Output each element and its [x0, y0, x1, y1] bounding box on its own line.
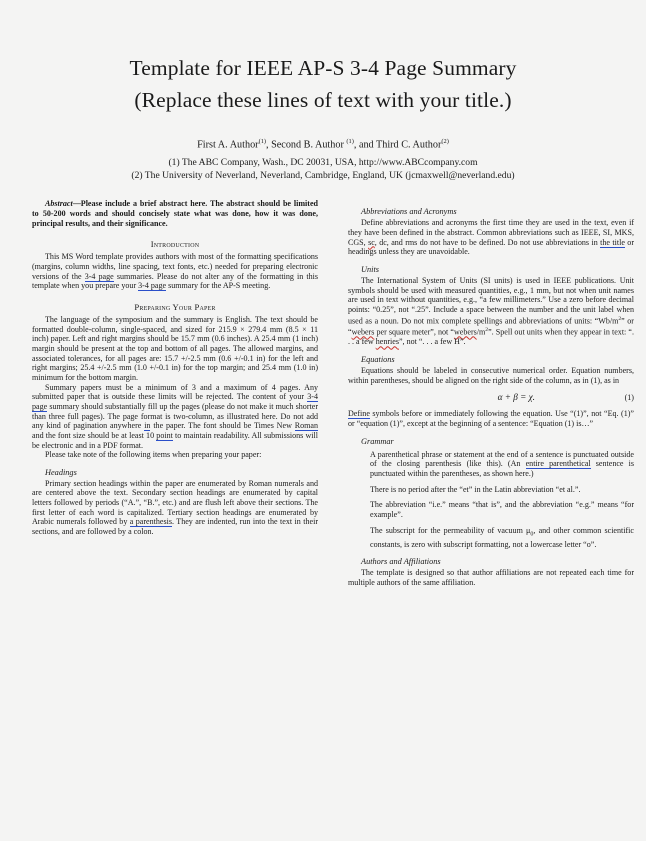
- grammar-error-entire-parenthetical: entire parenthetical: [525, 459, 591, 469]
- equation-number: (1): [624, 393, 634, 403]
- grammar-error-define: Define: [348, 409, 370, 419]
- intro-text-a: This MS Word template provides authors with most of the formatting specifications (margins, column widths, line spacing, text fonts, etc.) needed for preparing electronic versions of the: [32, 252, 318, 281]
- author-1-name: First A. Author: [197, 139, 259, 151]
- equation-row: [348, 392, 634, 402]
- units-text-d: /m: [476, 327, 486, 337]
- affiliation-line-2: (2) The University of Neverland, Neverland, Cambridge, England, UK (jcmaxwell@neverland.edu): [131, 170, 515, 182]
- subheading-grammar: Grammar: [361, 436, 394, 446]
- headings-paragraph: [32, 479, 318, 537]
- abbrev-text-c: or headings unless they are unavoidable.: [348, 237, 634, 257]
- author-2-affiliation-marker: (1): [346, 138, 354, 145]
- subheading-headings: Headings: [45, 467, 77, 477]
- preparing-paragraph-3: Please take note of the following items when preparing your paper:: [45, 450, 262, 460]
- right-column: [348, 199, 634, 587]
- grammar-item-4-text-a: The subscript for the permeability of vacuum μ: [370, 525, 531, 535]
- intro-text-c: summary for the AP-S meeting.: [166, 281, 271, 291]
- grammar-error-3-4-page-2: 3-4 page: [138, 281, 167, 291]
- subheading-units: Units: [361, 265, 379, 275]
- preparing-text-a: Summary papers must be a minimum of 3 and a maximum of 4 pages. Any submitted paper that is outside these limits will be rejected. The content of your: [32, 382, 318, 402]
- equations-paragraph-1: Equations should be labeled in consecutive numerical order. Equation numbers, within parentheses, should be aligned on the right side of the column, as in (1), as in: [348, 365, 634, 385]
- abbrev-text-b: , dc, and rms do not have to be defined. Do not use abbreviations in: [374, 237, 601, 247]
- introduction-paragraph: [32, 252, 318, 291]
- units-text-f: ”, not “. . . a few H”.: [398, 337, 466, 347]
- units-text-a: The International System of Units (SI units) is used in IEEE publications. Unit symbols should be used with measured quantities, e.g., 1 mm, but not when unit names are used in text without quantities, e.g., “a few millimeters.” Use a zero before decimal points: “0.25”, not “.25”. Include a space between the number and the unit label when used as a noun. Do not mix complete spellings and abbreviations of units: “Wb/m: [348, 276, 634, 326]
- equations-text-a: symbols before or immediately following the equation. Use “(1)”, not “Eq. (1)” or “equation (1)”, except at the beginning of a sentence: “Equation (1) is…”: [348, 409, 634, 428]
- grammar-error-3-4-page-3: 3-4 page: [32, 392, 318, 411]
- page-title-line-2: (Replace these lines of text with your title.): [134, 88, 512, 112]
- units-superscript-1: 2: [618, 315, 622, 322]
- preparing-text-d: and the font size should be at least 10: [32, 430, 157, 440]
- grammar-error-a-parenthesis: a parenthesis: [129, 517, 172, 527]
- grammar-item-4-text-b: , and other common scientific constants, is zero with subscript formatting, not a lowercase letter “o”.: [370, 525, 634, 549]
- spelling-error-henries: henries: [375, 337, 399, 347]
- headings-text-b: . They are indented, run into the text in their sections, and are followed by a colon.: [32, 517, 318, 537]
- subheading-equations: Equations: [361, 354, 395, 364]
- equations-paragraph-2: [348, 409, 634, 428]
- grammar-error-3-4-page-1: 3-4 page: [84, 271, 114, 281]
- spelling-error-webers-1: webers: [351, 327, 375, 337]
- preparing-text-e: to maintain readability. All submissions will be electronic and in a PDF format.: [32, 430, 319, 450]
- author-separator-1: ,: [266, 139, 272, 151]
- affiliation-line-1: (1) The ABC Company, Wash., DC 20031, USA, http://www.ABCcompany.com: [168, 157, 478, 169]
- left-column: [32, 199, 318, 536]
- title-block: [32, 0, 614, 182]
- units-text-e: ”. Spell out units when they appear in text: “. . . a few: [348, 327, 634, 347]
- grammar-item-1-text-a: A parenthetical phrase or statement at the end of a sentence is punctuated outside of the closing parenthesis (like this). (An: [370, 449, 634, 469]
- page-title-line-1: Template for IEEE AP-S 3-4 Page Summary: [129, 56, 517, 80]
- subheading-abbreviations-and-acronyms: Abbreviations and Acronyms: [361, 207, 457, 217]
- author-1-affiliation-marker: (1): [258, 138, 267, 145]
- equation-formula: α + β = χ.: [497, 392, 535, 403]
- grammar-item-4: [370, 526, 634, 550]
- grammar-item-3: The abbreviation “i.e.” means “that is”, and the abbreviation “e.g.” means “for example”.: [370, 500, 634, 519]
- permeability-subscript: 0: [530, 531, 534, 538]
- grammar-error-in: in: [144, 421, 151, 431]
- subheading-authors-and-affiliations: Authors and Affiliations: [361, 557, 441, 567]
- grammar-item-1: [370, 450, 634, 479]
- grammar-error-point: point: [156, 430, 173, 440]
- intro-text-b: summaries. Please do not alter any of the formatting in this template when you prepare your: [32, 271, 318, 291]
- abbrev-text-a: Define abbreviations and acronyms the first time they are used in the text, even if they have been defined in the abstract. Common abbreviations such as IEEE, SI, MKS, CGS,: [348, 218, 634, 247]
- abstract-label: Abstract: [45, 199, 73, 209]
- preparing-paragraph-2: [32, 383, 318, 451]
- grammar-item-2: There is no period after the “et” in the Latin abbreviation “et al.”.: [370, 484, 581, 494]
- grammar-error-roman: Roman: [294, 421, 318, 431]
- preparing-text-b: summary should substantially fill up the pages (please do not make it much shorter than three full pages). The page format is two-column, as illustrated here. Do not add any kind of pagination anywhere: [32, 401, 318, 431]
- preparing-text-c: the paper. The font should be Times New: [150, 421, 295, 431]
- units-superscript-2: 2: [485, 326, 489, 333]
- headings-text-a: Primary section headings within the paper are enumerated by Roman numerals and are centered above the text. Secondary section headings are enumerated by capital letters followed by periods (“A.”, “B.”, etc.) and are flush left above their sections. The first letter of each word is capitalized. Tertiary section headings are enumerated by Arabic numerals followed by: [32, 478, 318, 527]
- author-separator-2: , and: [353, 139, 377, 151]
- author-3-name: Third C. Author: [376, 139, 442, 151]
- author-list: [32, 135, 614, 152]
- author-2-name: Second B. Author: [271, 139, 347, 151]
- preparing-paragraph-1: The language of the symposium and the summary is English. The text should be formatted double-column, single-spaced, and sized for 215.9 × 279.4 mm (8.5 × 11 inch) paper. Left and right margins should be 15.7 mm (0.6 inches). A 25.4 mm (1 inch) margin should be present at the top and bottom of all pages. The allowed margins, and associated tolerances, for all pages are: 15.7 +/-2.5 mm (0.6 +/-0.1 in) for the left and right margins; 25.4 +/-2.5 mm (1.0 +/-0.1 in) for the top margin; and 25.4 mm (1.0 in) minimum for the bottom margin.: [32, 314, 318, 382]
- abstract-paragraph: [32, 199, 318, 228]
- authors-affiliations-paragraph: The template is designed so that author affiliations are not repeated each time for multiple authors of the same affiliation.: [348, 568, 634, 588]
- grammar-error-the-title: the title: [600, 237, 625, 247]
- heading-preparing-your-paper: Preparing Your Paper: [134, 301, 216, 312]
- units-paragraph: [348, 276, 634, 347]
- abstract-body: Please include a brief abstract here. The abstract should be limited to 50-200 words and should concisely state what was done, how it was done, principal results, and their significance.: [32, 199, 318, 228]
- author-3-affiliation-marker: (2): [441, 138, 449, 145]
- body-columns: [32, 199, 635, 588]
- units-text-c: per square meter”, not “: [374, 327, 454, 337]
- spelling-error-sc: sc: [368, 237, 375, 247]
- abstract-dash: —: [72, 199, 81, 209]
- spelling-error-webers-2: webers: [453, 327, 477, 337]
- grammar-item-1-text-b: sentence is punctuated within the parentheses, as shown here.): [370, 459, 635, 478]
- heading-introduction: Introduction: [150, 239, 200, 250]
- abbreviations-paragraph: [348, 218, 634, 257]
- units-text-b: ” or “: [348, 316, 634, 337]
